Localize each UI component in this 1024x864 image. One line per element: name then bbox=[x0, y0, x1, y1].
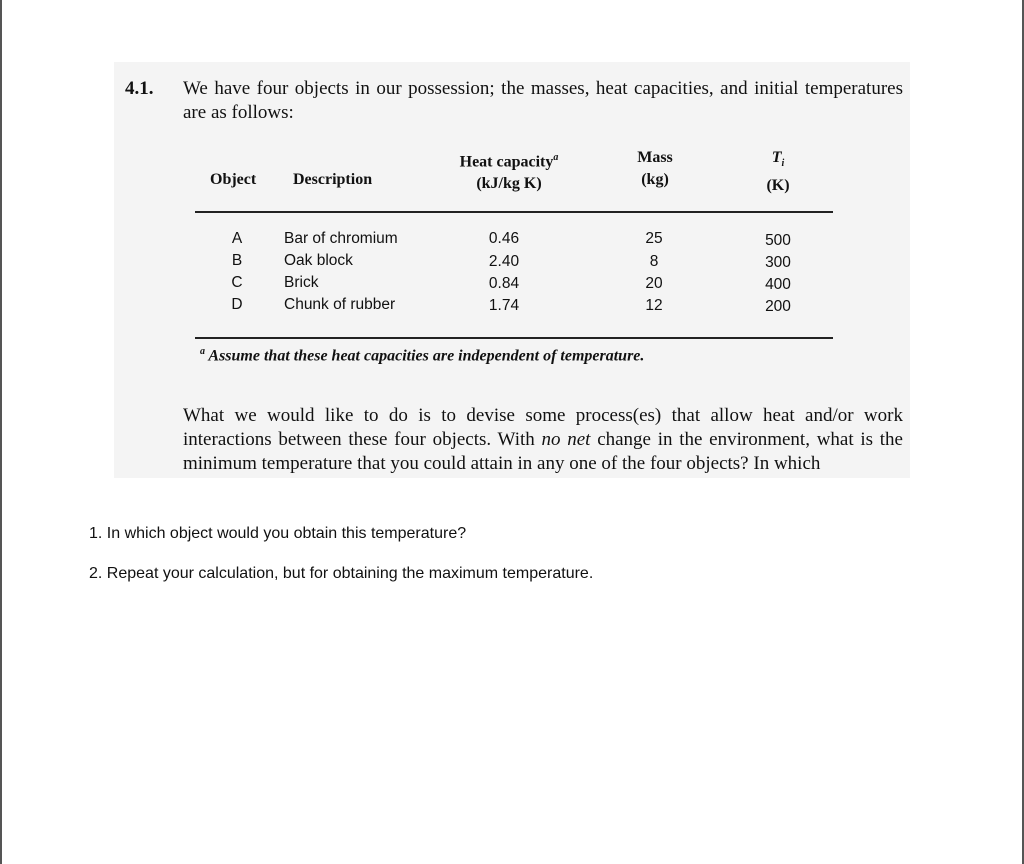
header-object: Object bbox=[210, 171, 257, 188]
cell-object: D bbox=[231, 296, 243, 313]
table-footnote: $^a$ Assume that these heat capacities are independent of temperature. bbox=[200, 346, 645, 365]
header-description: Description bbox=[293, 171, 373, 188]
question-2: 2. Repeat your calculation, but for obtaining the maximum temperature. bbox=[89, 565, 594, 582]
cell-object: C bbox=[231, 274, 243, 291]
cell-description: Bar of chromium bbox=[284, 230, 398, 247]
cell-temperature: 300 bbox=[765, 254, 791, 271]
cell-mass: 12 bbox=[645, 297, 663, 314]
cell-mass: 8 bbox=[649, 253, 659, 270]
cell-description: Brick bbox=[284, 274, 319, 291]
header-mass: Mass (kg) bbox=[637, 149, 673, 188]
emphasis-no-net: no net bbox=[541, 429, 591, 450]
cell-description: Chunk of rubber bbox=[284, 296, 396, 313]
cell-object: A bbox=[231, 230, 243, 247]
cell-heat-capacity: 1.74 bbox=[488, 297, 520, 314]
header-heat-capacity: Heat capacity$^a$ (kJ/kg K) bbox=[459, 152, 559, 193]
cell-heat-capacity: 0.46 bbox=[488, 230, 520, 247]
question-1: 1. In which object would you obtain this temperature? bbox=[89, 525, 467, 542]
header-initial-temperature: $T_i$ (K) bbox=[766, 149, 790, 195]
problem-number: 4.1. bbox=[125, 78, 154, 99]
cell-heat-capacity: 2.40 bbox=[488, 253, 520, 270]
cell-mass: 25 bbox=[645, 230, 663, 247]
cell-temperature: 500 bbox=[765, 232, 791, 249]
cell-heat-capacity: 0.84 bbox=[488, 275, 520, 292]
cell-mass: 20 bbox=[645, 275, 663, 292]
cell-temperature: 400 bbox=[765, 276, 791, 293]
problem-intro: We have four objects in our possession; the masses, heat capacities, and initial temperatures are as follows: bbox=[183, 78, 903, 123]
table-bottom-rule bbox=[195, 337, 833, 339]
table-top-rule bbox=[195, 211, 833, 213]
problem-body: What we would like to do is to devise some process(es) that allow heat and/or work interactions between these four objects. With no net change in the environment, what is the minimum temperature that you could attain in any one of the four objects? In which bbox=[183, 405, 903, 474]
cell-object: B bbox=[231, 252, 243, 269]
cell-description: Oak block bbox=[284, 252, 353, 269]
cell-temperature: 200 bbox=[765, 298, 791, 315]
